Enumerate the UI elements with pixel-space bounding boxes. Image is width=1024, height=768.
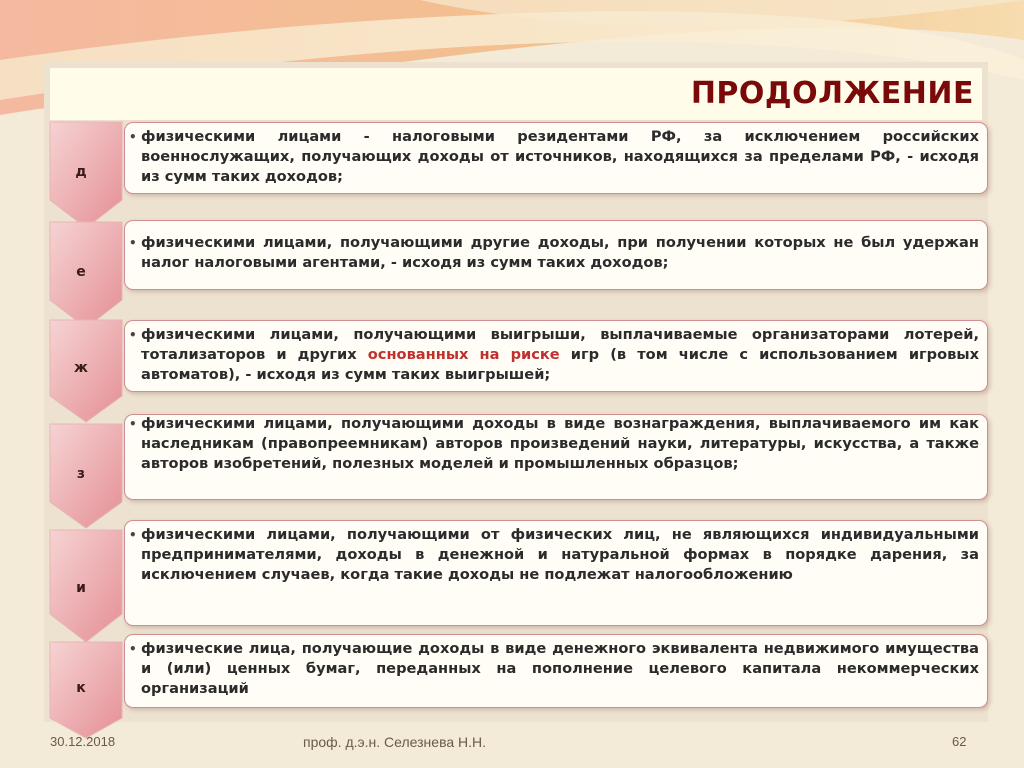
item-text-content: физическими лицами, получающими выигрыши, выплачиваемые организаторами лотерей, тотализаторов и других (141, 326, 979, 363)
item-text-content: физическими лицами, получающими доходы в виде вознаграждения, выплачиваемого им как наследникам (правопреемникам) авторов произведений науки, литературы, искусства, а также авторов изобретений, полезных моделей и промышленных образцов; (141, 415, 979, 472)
item-text (129, 525, 979, 585)
item-text-content: физические лица, получающие доходы в виде денежного эквивалента недвижимого имущества и (или) ценных бумаг, переданных на пополнение целевого капитала некоммерческих организаций (141, 640, 979, 697)
item-letter: д (75, 164, 87, 180)
chevron-marker-zh (46, 318, 132, 424)
item-letter: з (76, 466, 86, 482)
item-text-content: физическими лицами, получающими другие доходы, при получении которых не был удержан налог налоговыми агентами, - исходя из сумм таких доходов; (141, 234, 979, 271)
bullet-icon: • (129, 236, 137, 250)
bullet-icon: • (129, 417, 137, 431)
chevron-marker-e (46, 220, 132, 330)
list-item (124, 320, 988, 392)
item-text (129, 639, 979, 699)
item-text-content: физическими лицами - налоговыми резидентами РФ, за исключением российских военнослужащих, получающих доходы от источников, находящихся за пределами РФ, - исходя из сумм таких доходов; (141, 128, 979, 185)
item-text (129, 414, 979, 474)
item-letter: ж (74, 360, 88, 376)
list-item (124, 414, 988, 500)
item-letter: к (76, 680, 86, 696)
item-text-content: игр (в том числе с использованием игровых автоматов), - исходя из сумм таких выигрышей; (141, 346, 979, 383)
page-title: ПРОДОЛЖЕНИЕ (690, 76, 974, 111)
item-letter: и (76, 580, 86, 596)
chevron-marker-d (46, 120, 132, 230)
chevron-marker-k (46, 640, 132, 740)
item-text (129, 233, 979, 273)
chevron-marker-z (46, 422, 132, 530)
bullet-icon: • (129, 130, 137, 144)
page-number: 62 (952, 734, 967, 749)
highlighted-text: основанных на риске (367, 346, 560, 363)
bullet-icon: • (129, 328, 137, 342)
chevron-marker-i (46, 528, 132, 644)
footer-author: проф. д.э.н. Селезнева Н.Н. (303, 734, 487, 750)
list-item (124, 122, 988, 194)
footer-date: 30.12.2018 (50, 734, 116, 749)
list-item (124, 220, 988, 290)
item-text (129, 325, 979, 385)
item-text-content: физическими лицами, получающими от физических лиц, не являющихся индивидуальными предпринимателями, доходы в денежной и натуральной формах в порядке дарения, за исключением случаев, когда такие доходы не подлежат налогообложению (141, 526, 979, 583)
item-letter: е (76, 264, 86, 280)
bullet-icon: • (129, 642, 137, 656)
item-text (129, 127, 979, 187)
bullet-icon: • (129, 528, 137, 542)
list-item (124, 634, 988, 708)
list-item (124, 520, 988, 626)
